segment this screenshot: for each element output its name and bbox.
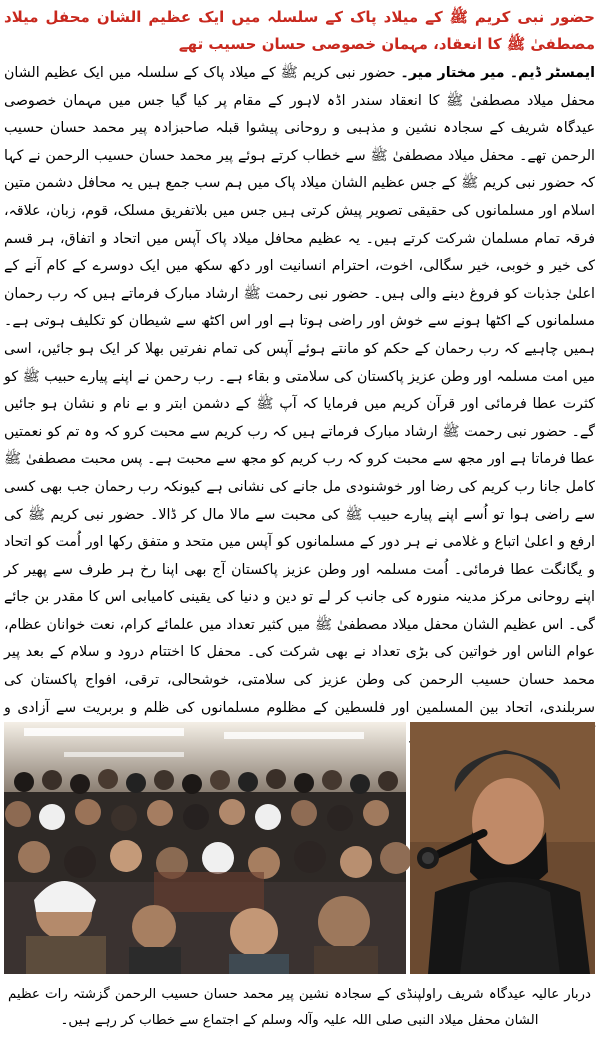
article-dateline: ایمسٹر ڈیم۔ میر مختار میر۔ [400,65,595,81]
speaker-photo [410,722,595,974]
crowd-photo [4,722,406,974]
photo-caption: دربار عالیہ عیدگاہ شریف راولپنڈی کے سجادہ نشین پیر محمد حسان حسیب الرحمن گزشتہ رات عظیم الشان محفل میلاد النبی صلی اللہ علیہ وآلہ وسلم کے اجتماع سے خطاب کر رہے ہیں۔ [8,987,591,1028]
photo-strip [4,722,595,974]
article-body [4,60,595,716]
article-headline: حضور نبی کریم ﷺ کے میلاد پاک کے سلسلہ میں ایک عظیم الشان محفل میلاد مصطفیٰ ﷺ کا انعقاد، مہمان خصوصی حسان حسیب تھے [4,8,595,53]
article-body-text: حضور نبی کریم ﷺ کے میلاد پاک کے سلسلہ میں ایک عظیم الشان محفل میلاد مصطفیٰ ﷺ کا انعقاد سندر اڈہ لاہور کے مقام پر کیا گیا جس میں مہمان خصوصی عیدگاہ شریف کے سجادہ نشین و مذہبی و روحانی پیشوا قبلہ صاحبزادہ پیر محمد حسان حسیب الرحمن تھے۔ محفل میلاد مصطفیٰ ﷺ سے خطاب کرتے ہوئے پیر محمد حسان حسیب الرحمن نے کہا کہ حضور نبی کریم ﷺ کے جس عظیم الشان میلاد پاک میں ہم سب جمع ہیں یہ محافل دشمن متین اسلام اور مسلمانوں کی حقیقی تصویر پیش کرتی ہیں جس میں بلاتفریق مسلک، قوم، زبان، علاقہ، فرقہ تمام مسلمان شرکت کرتے ہیں۔ یہ عظیم محافل میلاد پاک آپس میں اتحاد و اتفاق، ہر قسم کی خیر و خوبی، خیر سگالی، اخوت، احترام انسانیت اور دکھ سکھ میں ایک دوسرے کے کام آنے کے اعلیٰ جذبات کو فروغ دینے والی ہیں۔ حضور نبی رحمت ﷺ ارشاد مبارک فرماتے ہیں کہ رب رحمان مسلمانوں کے اکٹھا ہونے سے خوش اور راضی ہوتا ہے اور اس اکٹھ سے شیطان کو تکلیف ہوتی ہے۔ ہمیں چاہیے کہ رب رحمان کے حکم کو مانتے ہوئے آپس کی تمام نفرتیں بھلا کر ایک ہو جائیں، اسی میں امت مسلمہ اور وطن عزیز پاکستان کی سلامتی و بقاء ہے۔ رب رحمن نے اپنے پیارے حبیب ﷺ کو کثرت عطا فرمائی اور قرآن کریم میں فرمایا کہ آپ ﷺ کے دشمن ابتر و بے نام و نشان ہو جائیں گے۔ حضور نبی رحمت ﷺ ارشاد مبارک فرماتے ہیں کہ رب کریم سے محبت کرو کہ وہ تم کو نعمتیں عطا فرماتا ہے اور مجھ سے محبت کرو کہ رب کریم کو مجھ سے محبت ہے۔ پس محبت مصطفیٰ ﷺ کامل جانا رب کریم کی رضا اور خوشنودی مل جانے کی نشانی ہے کیونکہ رب رحمان جب بھی کسی سے راضی ہوا تو اُسے اپنے پیارے حبیب ﷺ کی محبت سے مالا مال کر ڈالا۔ حضور نبی کریم ﷺ کی ارفع و اعلیٰ اتباع و غلامی نے ہر دور کے مسلمانوں کو آپس میں متحد و متفق رکھا اور اُمت کو اتحاد و یگانگت عطا فرمائی۔ اُمت مسلمہ اور وطن عزیز پاکستان آج بھی اپنا رخ ہر طرف سے پھیر کر اپنے روحانی مرکز مدینہ منورہ کی جانب کر لے تو دین و دنیا کی یقینی کامیابی اس کا مقدر بن جائے گی۔ اس عظیم الشان محفل میلاد مصطفیٰ ﷺ میں کثیر تعداد میں علمائے کرام، نعت خوانان عظام، عوام الناس اور خواتین کی بڑی تعداد نے بھی شرکت کی۔ محفل کا اختتام درود و سلام کے بعد پیر محمد حسان حسیب الرحمن کی وطن عزیز کی سلامتی، خوشحالی، ترقی، افواج پاکستان کی سربلندی، اتحاد بین المسلمین اور فلسطین کے مظلوم مسلمانوں کی ظلم و بربریت سے آزادی و [4,65,595,716]
